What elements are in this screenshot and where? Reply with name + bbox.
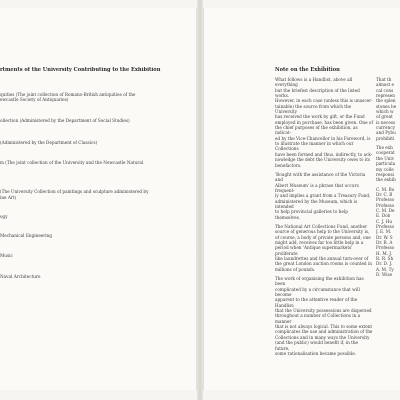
department-line: quities (The joint collection of Romano-British antiquities of the xyxy=(0,92,136,97)
contributor-name: R. R. Sh xyxy=(376,256,394,261)
contributor-name: Professo xyxy=(376,202,395,208)
contributor-name: Dr. R. A xyxy=(376,239,393,245)
department-line: Music xyxy=(0,253,13,258)
right-page-title: Note on the Exhibition xyxy=(275,67,340,73)
contributor-name: D. Wise xyxy=(376,272,393,278)
note-paragraph: That th almost e cal cons represen the splen stones be which w of great is necess currency and Pybu prohibiti xyxy=(376,77,397,141)
department-line: m (The joint collection of the University and the Newcastle Natural xyxy=(0,160,144,165)
contributor-name: Dr. C. B xyxy=(376,191,393,197)
contributor-name: A. M. Ty xyxy=(376,266,394,272)
contributor-name: C. M. Bo xyxy=(376,186,395,192)
department-line: (Administered by the Department of Classics) xyxy=(0,140,98,145)
notes-column-2 xyxy=(376,77,400,277)
left-page-title: rtments of the University Contributing to the Exhibition xyxy=(0,67,161,73)
note-paragraph: The work of organising the exhibition has been complicated by a circumstance that will become apparent to the attentive reader of the Handlist: that the University possessions are dispersed throughout a number of Collections in a manner that is not always logical. This to some extent complicates the use and administration of the Collections and in many ways the University (and the public) would benefit if, in the future, some rationalisation became possible. xyxy=(275,276,373,356)
left-page xyxy=(0,8,197,390)
department-line: ine Art) xyxy=(0,195,17,200)
contributor-name: C. M. De xyxy=(376,207,395,213)
contributor-name: Professo xyxy=(376,245,395,251)
contributor-name: Dr. W. S xyxy=(376,234,393,240)
contributor-name: J. E. M. xyxy=(376,229,392,235)
department-line: Naval Architecture xyxy=(0,274,41,279)
contributor-name: E. Dob xyxy=(376,213,391,219)
contributor-name: Professo xyxy=(376,197,395,203)
contributors-list xyxy=(376,187,400,278)
notes-column-1 xyxy=(275,77,373,360)
note-paragraph: 'Bought with the assistance of the Victoria and Albert Museum' is a phrase that occurs frequent- ly and implies a grant from a Treasury Fund, administered by the Museum, which is intended to help provincial galleries to help themselves. xyxy=(275,171,371,220)
department-line: ewcastle Society of Antiquaries) xyxy=(0,97,69,102)
note-paragraph: The National Art Collections Fund, another source of generous help to the University is, of course, a body of private persons and, one might add, receives far too little help in a period when 'Antique supermarkets' proliferate like laundrettes and the annual turn-over of the great London auction rooms is counted in millions of pounds. xyxy=(275,223,372,272)
right-page xyxy=(203,8,400,390)
department-line: Mechanical Engineering xyxy=(0,233,52,238)
contributor-name: H. M. J. xyxy=(376,250,392,256)
department-line: ogy xyxy=(0,214,8,219)
department-line: ollection (Administered by the Department of Social Studies) xyxy=(0,118,130,123)
note-paragraph: What follows is a Handlist, above all everything but the briefest description of the listed works. However, in each case (unless this is unascer- tainable) the source from which the University has received the work by gift, or the Fund employed in purchase, has been given. One of the chief purposes of the exhibition, as indicat- ed by the Vice-Chancellor in his Foreword, is to illustrate the manner in which our Collections have been formed and thus, indirectly, to ack- nowledge the debt the University owes to its benefactors. xyxy=(275,77,373,168)
department-line: (The University Collection of paintings and sculpture administered by xyxy=(0,189,149,194)
contributor-name: Dr. D. J. xyxy=(376,261,393,267)
contributor-name: Professo xyxy=(376,223,395,229)
contributor-name: C. J. Hu xyxy=(376,218,393,224)
note-paragraph: The exh cooperat the Univ particula my colle responsi the exhib xyxy=(376,145,396,183)
